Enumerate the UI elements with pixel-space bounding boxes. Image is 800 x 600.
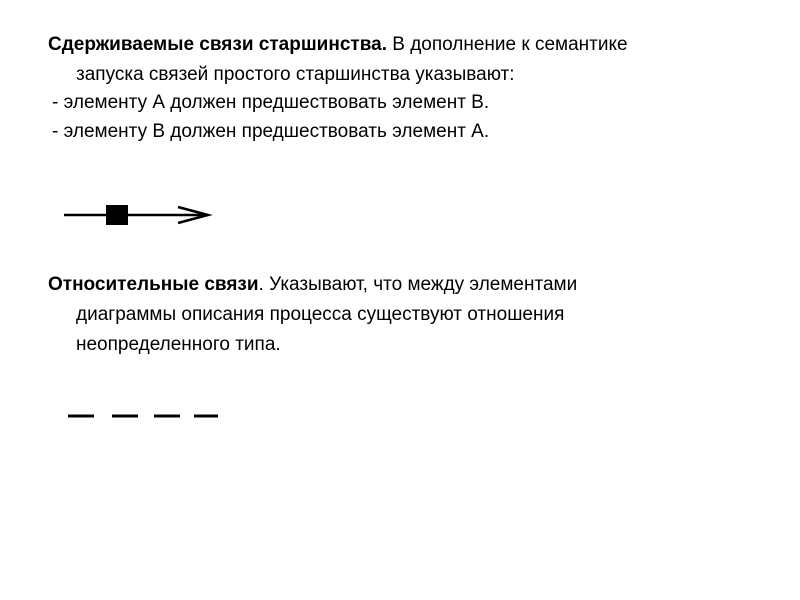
constrained-link-symbol-icon [60,200,220,230]
constrained-links-text-1: В дополнение к семантике [386,34,628,55]
constrained-links-paragraph [48,30,752,90]
bullet-b-before-a: - элементу В должен предшествовать элемент А. [52,121,490,142]
relative-link-symbol-icon [64,405,234,425]
relative-links-text-2: диаграммы описания процесса существуют отношения [76,304,565,325]
constrained-links-title: Сдерживаемые связи старшинства. [48,34,387,55]
relative-links-text-1: . Указывают, что между элементами [258,274,578,295]
constrained-links-text-2: запуска связей простого старшинства указывают: [76,64,515,85]
relative-links-title: Относительные связи [48,274,259,295]
bullet-a-before-b: - элементу А должен предшествовать элемент В. [52,92,490,113]
relative-links-paragraph [48,270,752,360]
arrow-square [106,205,128,225]
relative-links-text-3: неопределенного типа. [76,334,281,355]
